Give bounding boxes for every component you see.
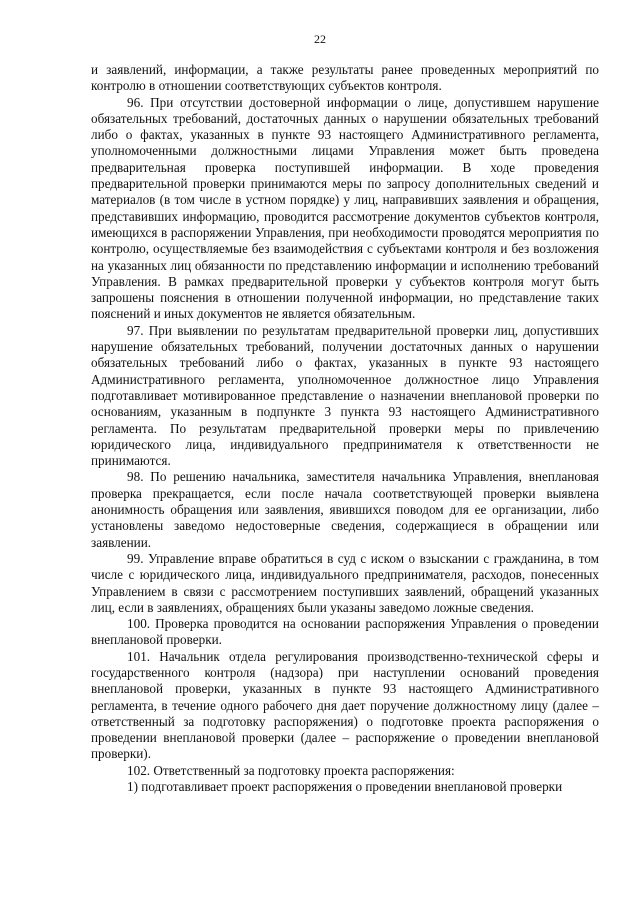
paragraph-102-item-1: 1) подготавливает проект распоряжения о проведении внеплановой проверки (127, 779, 563, 795)
page-number: 22 (314, 32, 326, 46)
paragraph-101: 101. Начальник отдела регулирования производственно-технической сферы и государственного контроля (надзора) при наступлении оснований проведения внеплановой проверки, указанных в пункте 93 настоящего Административного регламента, в течение одного рабочего дня дает поручение должностному лицу (далее – ответственный за подготовку распоряжения) о подготовке проекта распоряжения о проведении внеплановой проверки (далее – распоряжение о проведении внеплановой проверки). (91, 648, 599, 762)
document-body (91, 62, 599, 795)
paragraph-98: 98. По решению начальника, заместителя начальника Управления, внеплановая проверка прекращается, если после начала соответствующей проверки выявлена анонимность обращения или заявления, явившихся поводом для ее организации, либо установлены заведомо недостоверные сведения, содержащиеся в обращении или заявлении. (91, 469, 599, 550)
paragraph-continuation: и заявлений, информации, а также результаты ранее проведенных мероприятий по контролю в отношении соответствующих субъектов контроля. (91, 62, 599, 94)
paragraph-97: 97. При выявлении по результатам предварительной проверки лиц, допустивших нарушение обязательных требований, получении достаточных данных о нарушении обязательных требований либо о фактах, указанных в пункте 93 настоящего Административного регламента, уполномоченное должностное лицо Управления подготавливает мотивированное представление о назначении внеплановой проверки по основаниям, указанным в подпункте 3 пункта 93 настоящего Административного регламента. По результатам предварительной проверки меры по привлечению юридического лица, индивидуального предпринимателя к ответственности не принимаются. (91, 322, 599, 469)
paragraph-96: 96. При отсутствии достоверной информации о лице, допустившем нарушение обязательных требований, достаточных данных о нарушении обязательных требований либо о фактах, указанных в пункте 93 настоящего Административного регламента, уполномоченными должностными лицами Управления может быть проведена предварительная проверка поступившей информации. В ходе проведения предварительной проверки принимаются меры по запросу дополнительных сведений и материалов (в том числе в устном порядке) у лиц, направивших заявления и обращения, представивших информацию, проводится рассмотрение документов субъектов контроля, имеющихся в распоряжении Управления, при необходимости проводятся мероприятия по контролю, осуществляемые без взаимодействия с субъектами контроля и без возложения на указанных лиц обязанности по представлению информации и исполнению требований Управления. В рамках предварительной проверки у субъектов контроля могут быть запрошены пояснения в отношении полученной информации, но представление таких пояснений и иных документов не является обязательным. (91, 94, 599, 322)
paragraph-100: 100. Проверка проводится на основании распоряжения Управления о проведении внеплановой проверки. (91, 616, 599, 648)
paragraph-102: 102. Ответственный за подготовку проекта распоряжения: (127, 762, 455, 778)
paragraph-99: 99. Управление вправе обратиться в суд с иском о взыскании с гражданина, в том числе с юридического лица, индивидуального предпринимателя, расходов, понесенных Управлением в связи с рассмотрением поступивших заявлений, обращений указанных лиц, если в заявлениях, обращениях были указаны заведомо ложные сведения. (91, 550, 599, 615)
